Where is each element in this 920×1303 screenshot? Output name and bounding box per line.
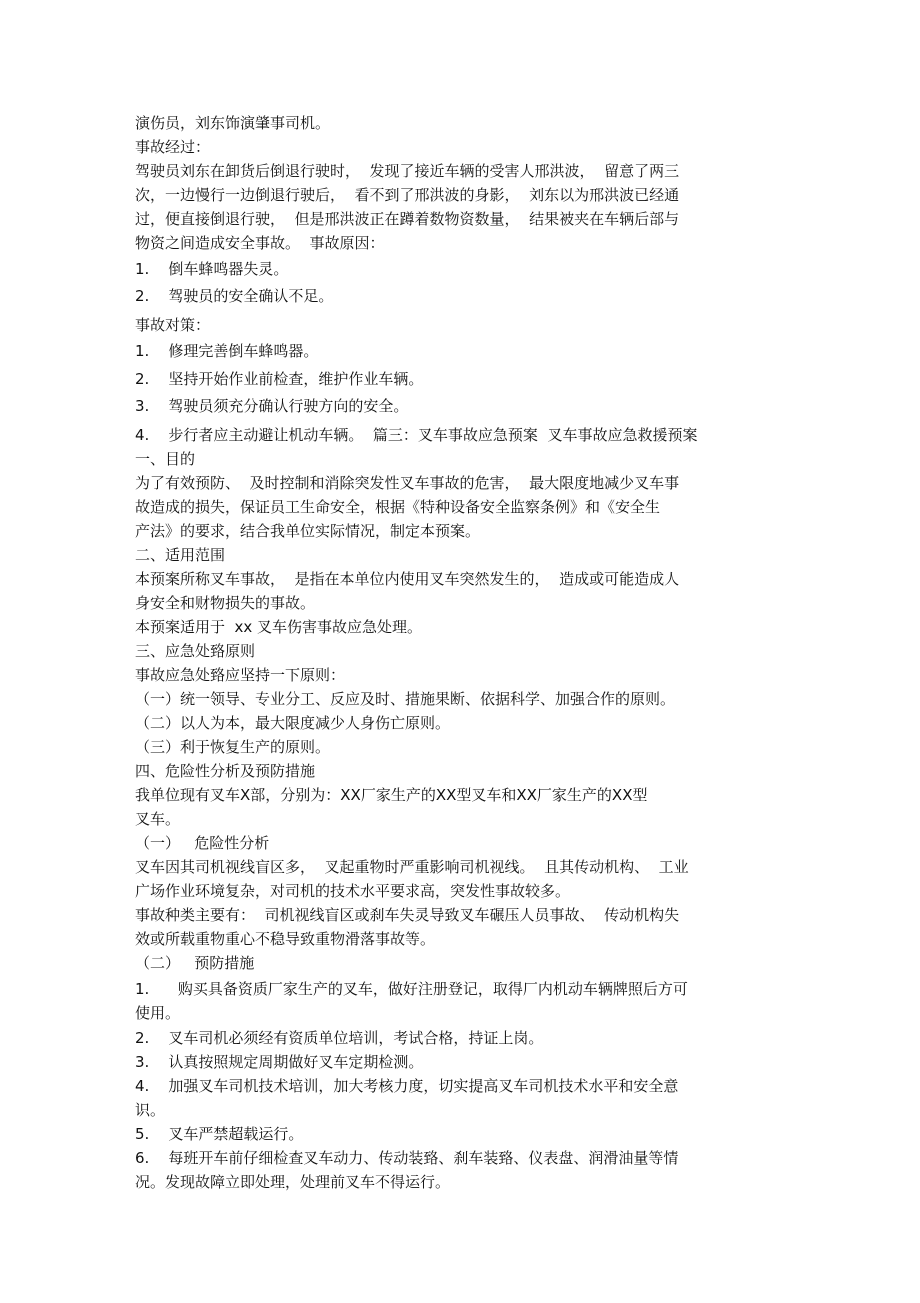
text-line: 为了有效预防、 及时控制和消除突发性叉车事故的危害， 最大限度地减少叉车事: [135, 474, 680, 492]
section-heading: 事故对策：: [135, 316, 211, 334]
text-line: 叉车。: [135, 810, 181, 828]
text-line: 3. 驾驶员须充分确认行驶方向的安全。: [135, 397, 409, 415]
section-heading: 二、适用范围: [135, 546, 226, 564]
text-line: 演伤员，刘东饰演肇事司机。: [135, 114, 331, 132]
text-line: 次，一边慢行一边倒退行驶后， 看不到了邢洪波的身影， 刘东以为邢洪波已经通: [135, 186, 680, 204]
text-line: 1. 倒车蜂鸣器失灵。: [135, 260, 289, 278]
subsection-heading: （二） 预防措施: [135, 954, 255, 972]
text-line: 1. 修理完善倒车蜂鸣器。: [135, 342, 319, 360]
text-line: 2. 叉车司机必须经有资质单位培训，考试合格，持证上岗。: [135, 1029, 544, 1047]
text-line: 广场作业环境复杂，对司机的技术水平要求高，突发性事故较多。: [135, 882, 571, 900]
text-line: 事故应急处臵应坚持一下原则：: [135, 666, 346, 684]
text-line: 5. 叉车严禁超载运行。: [135, 1125, 304, 1143]
text-line: 驾驶员刘东在卸货后倒退行驶时， 发现了接近车辆的受害人邢洪波， 留意了两三: [135, 162, 680, 180]
text-line: 2. 驾驶员的安全确认不足。: [135, 287, 334, 305]
section-heading: 四、危险性分析及预防措施: [135, 762, 316, 780]
text-line: 身安全和财物损失的事故。: [135, 594, 316, 612]
text-line: 4. 步行者应主动避让机动车辆。 篇三：叉车事故应急预案 叉车事故应急救援预案: [135, 426, 698, 444]
text-line: 效或所载重物重心不稳导致重物滑落事故等。: [135, 930, 436, 948]
text-line: 4. 加强叉车司机技术培训，加大考核力度，切实提高叉车司机技术水平和安全意: [135, 1077, 679, 1095]
text-line: 2. 坚持开始作业前检查，维护作业车辆。: [135, 370, 424, 388]
text-line: 使用。: [135, 1004, 181, 1022]
text-line: 产法》的要求，结合我单位实际情况，制定本预案。: [135, 522, 481, 540]
text-line: 物资之间造成安全事故。 事故原因：: [135, 234, 385, 252]
section-heading: 一、目的: [135, 450, 196, 468]
text-line: 本预案适用于 xx 叉车伤害事故应急处理。: [135, 618, 423, 636]
text-line: （二）以人为本，最大限度减少人身伤亡原则。: [135, 714, 451, 732]
text-line: 故造成的损失，保证员工生命安全，根据《特种设备安全监察条例》和《安全生: [135, 498, 661, 516]
text-line: 1. 购买具备资质厂家生产的叉车，做好注册登记，取得厂内机动车辆牌照后方可: [135, 980, 688, 998]
text-line: 事故种类主要有： 司机视线盲区或刹车失灵导致叉车碾压人员事故、 传动机构失: [135, 906, 680, 924]
text-line: 6. 每班开车前仔细检查叉车动力、传动装臵、刹车装臵、仪表盘、润滑油量等情: [135, 1149, 679, 1167]
text-line: 识。: [135, 1101, 166, 1119]
text-line: 我单位现有叉车X部，分别为：XX厂家生产的XX型叉车和XX厂家生产的XX型: [135, 786, 648, 804]
text-line: 事故经过：: [135, 138, 211, 156]
text-line: 本预案所称叉车事故， 是指在本单位内使用叉车突然发生的， 造成或可能造成人: [135, 570, 680, 588]
text-line: 况。发现故障立即处理，处理前叉车不得运行。: [135, 1173, 451, 1191]
section-heading: 三、应急处臵原则: [135, 642, 256, 660]
subsection-heading: （一） 危险性分析: [135, 834, 270, 852]
text-line: （一）统一领导、专业分工、反应及时、措施果断、依据科学、加强合作的原则。: [135, 690, 676, 708]
text-line: （三）利于恢复生产的原则。: [135, 738, 331, 756]
text-line: 叉车因其司机视线盲区多， 叉起重物时严重影响司机视线。 且其传动机构、 工业: [135, 858, 689, 876]
text-line: 过，便直接倒退行驶， 但是邢洪波正在蹲着数物资数量， 结果被夹在车辆后部与: [135, 210, 680, 228]
text-line: 3. 认真按照规定周期做好叉车定期检测。: [135, 1053, 424, 1071]
